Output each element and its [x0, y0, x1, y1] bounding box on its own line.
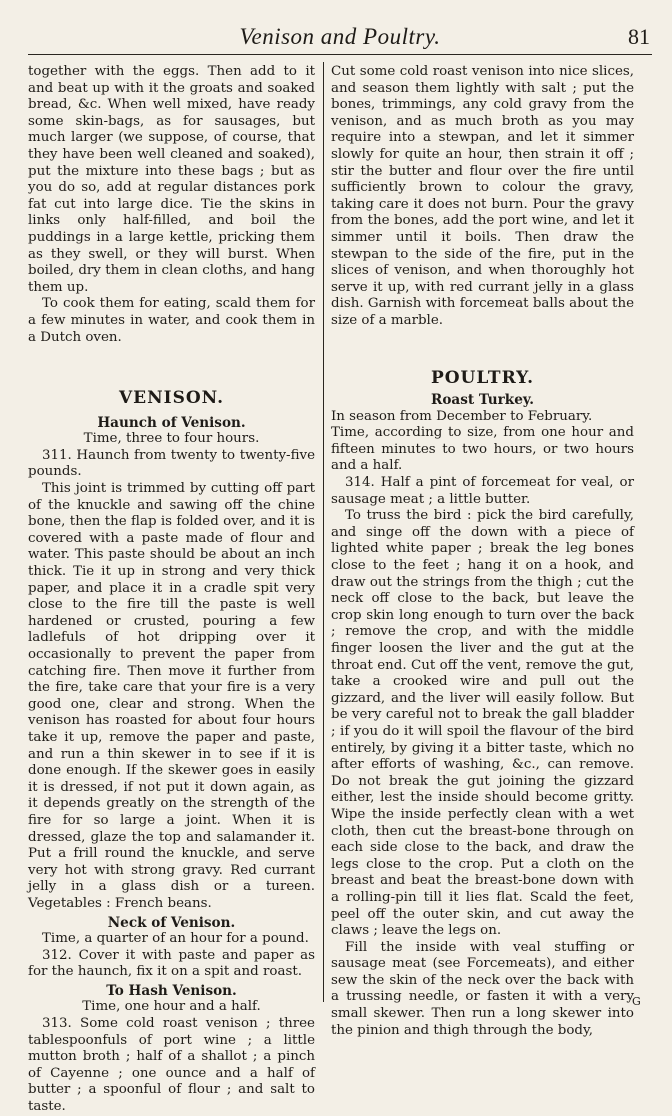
- right-column: [331, 64, 634, 1039]
- running-head: Venison and Poultry.: [239, 24, 441, 49]
- page-header: [28, 20, 652, 55]
- recipe-method: 312. Cover it with paste and paper as for the haunch, fix it on a spit and roast.: [28, 947, 315, 980]
- column-divider: [323, 62, 324, 1002]
- recipe-ingredients: 313. Some cold roast venison ; three tablespoonfuls of port wine ; a little mutton broth ; half of a shallot ; a pinch of Cayenne ; one ounce and a half of butter ; a spoonful of flour ; and salt to taste.: [28, 1016, 315, 1115]
- recipe-time: Time, according to size, from one hour and fifteen minutes to two hours, or two hours and a half.: [331, 425, 634, 474]
- recipe-time: Time, one hour and a half.: [82, 999, 261, 1015]
- recipe-method: This joint is trimmed by cutting off part of the knuckle and sawing off the chine bone, then the flap is folded over, and it is covered with a paste made of flour and water. This paste should be about an inch thick. Tie it up in strong and very thick paper, and place it in a cradle spit very close to the fire till the paste is well hardened or crusted, pouring a few ladlefuls of hot dripping over it occasionally to prevent the paper from catching fire. Then move it further from the fire, take care that your fire is a very good one, clear and strong. When the venison has roasted for about four hours take it up, remove the paper and paste, and run a thin skewer in to see if it is done enough. If the skewer goes in easily it is dressed, if not put it down again, as it depends greatly on the strength of the fire for so large a joint. When it is dressed, glaze the top and salamander it. Put a frill round the knuckle, and serve very hot with strong gravy. Red currant jelly in a glass dish or a tureen. Vegetables : French beans.: [28, 481, 315, 911]
- recipe-season: In season from December to February.: [331, 408, 593, 424]
- section-title-poultry: POULTRY.: [430, 367, 535, 388]
- recipe-time: Time, three to four hours.: [83, 431, 260, 447]
- recipe-title-hash: To Hash Venison.: [106, 982, 237, 999]
- signature-mark: G: [632, 995, 642, 1008]
- left-column: [28, 64, 315, 1116]
- continuation-paragraph: To cook them for eating, scald them for a few minutes in water, and cook them in a Dutch oven.: [28, 296, 315, 345]
- continuation-paragraph: Cut some cold roast venison into nice slices, and season them lightly with salt ; put the bones, trimmings, any cold gravy from the venison, and as much broth as you may require into a stewpan, and let it simmer slowly for quite an hour, then strain it off ; stir the butter and flour over the fire until sufficiently brown to colour the gravy, taking care it does not burn. Pour the gravy from the bones, add the port wine, and let it simmer until it boils. Then draw the stewpan to the side of the fire, put in the slices of venison, and when thoroughly hot serve it up, with red currant jelly in a glass dish. Garnish with forcemeat balls about the size of a marble.: [331, 64, 634, 328]
- recipe-ingredients: 311. Haunch from twenty to twenty-five pounds.: [28, 447, 315, 480]
- recipe-time: Time, a quarter of an hour for a pound.: [42, 931, 309, 947]
- recipe-title-neck: Neck of Venison.: [107, 914, 236, 931]
- recipe-method: Fill the inside with veal stuffing or sausage meat (see Forcemeats), and either sew the skin of the neck over the back with a trussing needle, or fasten it with a very small skewer. Then run a long skewer into the pinion and thigh through the body,: [331, 939, 634, 1038]
- section-title-venison: VENISON.: [118, 388, 225, 409]
- recipe-title-haunch: Haunch of Venison.: [97, 414, 246, 431]
- recipe-method: To truss the bird : pick the bird carefully, and singe off the down with a piece of lighted white paper ; break the leg bones close to the feet ; hang it on a hook, and draw out the strings from the thigh ; cut the neck off close to the back, but leave the crop skin long enough to turn over the back ; remove the crop, and with the middle finger loosen the liver and the gut at the throat end. Cut off the vent, remove the gut, take a crooked wire and pull out the gizzard, and the liver will easily follow. But be very careful not to break the gall bladder ; if you do it will spoil the flavour of the bird entirely, by giving it a bitter taste, which no after efforts of washing, &c., can remove. Do not break the gut joining the gizzard either, lest the inside should become gritty. Wipe the inside perfectly clean with a wet cloth, then cut the breast-bone through on each side close to the back, and draw the legs close to the crop. Put a cloth on the breast and beat the breast-bone down with a rolling-pin till it lies flat. Scald the feet, peel off the outer skin, and cut away the claws ; leave the legs on.: [331, 508, 634, 939]
- continuation-paragraph: together with the eggs. Then add to it and beat up with it the groats and soaked bread, &c. When well mixed, have ready some skin-bags, as for sausages, but much larger (we suppose, of course, that they have been well cleaned and soaked), put the mixture into these bags ; but as you do so, add at regular distances pork fat cut into large dice. Tie the skins in links only half-filled, and boil the puddings in a large kettle, pricking them as they swell, or they will burst. When boiled, dry them in clean cloths, and hang them up.: [28, 64, 315, 295]
- page-number: 81: [628, 24, 650, 49]
- recipe-title-roast-turkey: Roast Turkey.: [431, 392, 534, 409]
- recipe-ingredients: 314. Half a pint of forcemeat for veal, or sausage meat ; a little butter.: [331, 475, 634, 507]
